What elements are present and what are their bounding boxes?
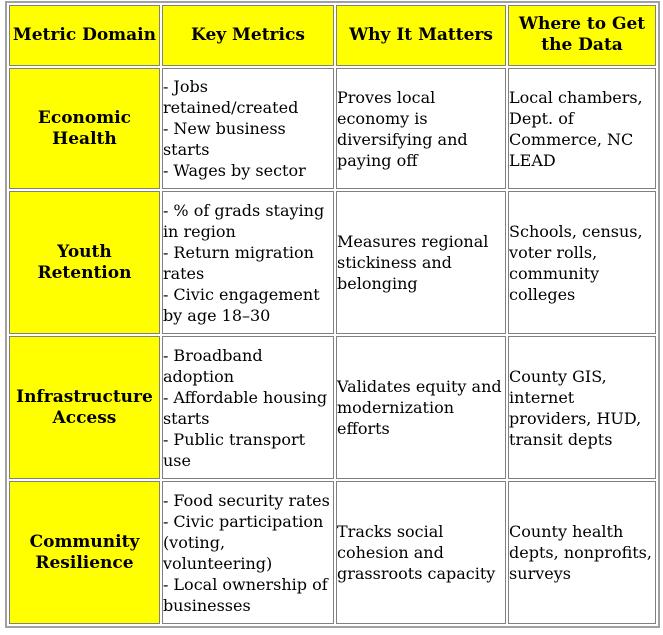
metrics-table-frame	[5, 1, 660, 628]
why-it-matters-cell: Tracks social cohesion and grassroots capacity	[336, 481, 506, 624]
metric-item: - Civic engagement by age 18–30	[162, 284, 320, 325]
domain-label: Economic	[37, 107, 132, 128]
domain-label: Infrastructure	[16, 386, 153, 407]
domain-cell	[9, 68, 160, 190]
domain-label: Youth	[57, 241, 112, 262]
header-key-metrics: Key Metrics	[162, 5, 334, 66]
data-source-cell: Local chambers, Dept. of Commerce, NC LEAD	[508, 68, 656, 190]
key-metrics-cell	[162, 481, 334, 624]
metric-item: - Broadband adoption	[162, 345, 263, 386]
key-metrics-cell	[162, 68, 334, 190]
header-data-source: Where to Get the Data	[508, 5, 656, 66]
metric-item: - Return migration rates	[162, 242, 314, 283]
domain-cell	[9, 481, 160, 624]
why-it-matters-cell: Measures regional stickiness and belonging	[336, 191, 506, 334]
table-row	[9, 191, 656, 334]
domain-label: Community	[29, 531, 140, 552]
metric-item: - Wages by sector	[162, 161, 306, 181]
domain-cell	[9, 336, 160, 479]
why-it-matters-cell: Proves local economy is diversifying and paying off	[336, 68, 506, 190]
metric-item: - Public transport use	[162, 429, 306, 470]
domain-cell	[9, 191, 160, 334]
data-source-cell: County health depts, nonprofits, surveys	[508, 481, 656, 624]
data-source-cell: Schools, census, voter rolls, community colleges	[508, 191, 656, 334]
metric-item: - % of grads staying in region	[162, 200, 325, 241]
domain-label: Health	[52, 128, 117, 149]
metric-item: - New business starts	[162, 119, 286, 160]
table-row	[9, 336, 656, 479]
table-row	[9, 481, 656, 624]
metric-item: - Local ownership of businesses	[162, 574, 328, 615]
header-metric-domain: Metric Domain	[9, 5, 160, 66]
metrics-table	[7, 3, 658, 626]
why-it-matters-cell: Validates equity and modernization efforts	[336, 336, 506, 479]
metric-item: - Affordable housing starts	[162, 387, 328, 428]
domain-label: Access	[52, 407, 117, 428]
table-header-row	[9, 5, 656, 66]
key-metrics-cell	[162, 191, 334, 334]
data-source-cell: County GIS, internet providers, HUD, transit depts	[508, 336, 656, 479]
metric-item: - Civic participation (voting, volunteering)	[162, 511, 324, 573]
key-metrics-cell	[162, 336, 334, 479]
table-row	[9, 68, 656, 190]
metric-item: - Jobs retained/created	[162, 77, 299, 118]
header-why-it-matters: Why It Matters	[336, 5, 506, 66]
metric-item: - Food security rates	[162, 490, 330, 510]
domain-label: Resilience	[35, 552, 134, 573]
domain-label: Retention	[37, 262, 132, 283]
